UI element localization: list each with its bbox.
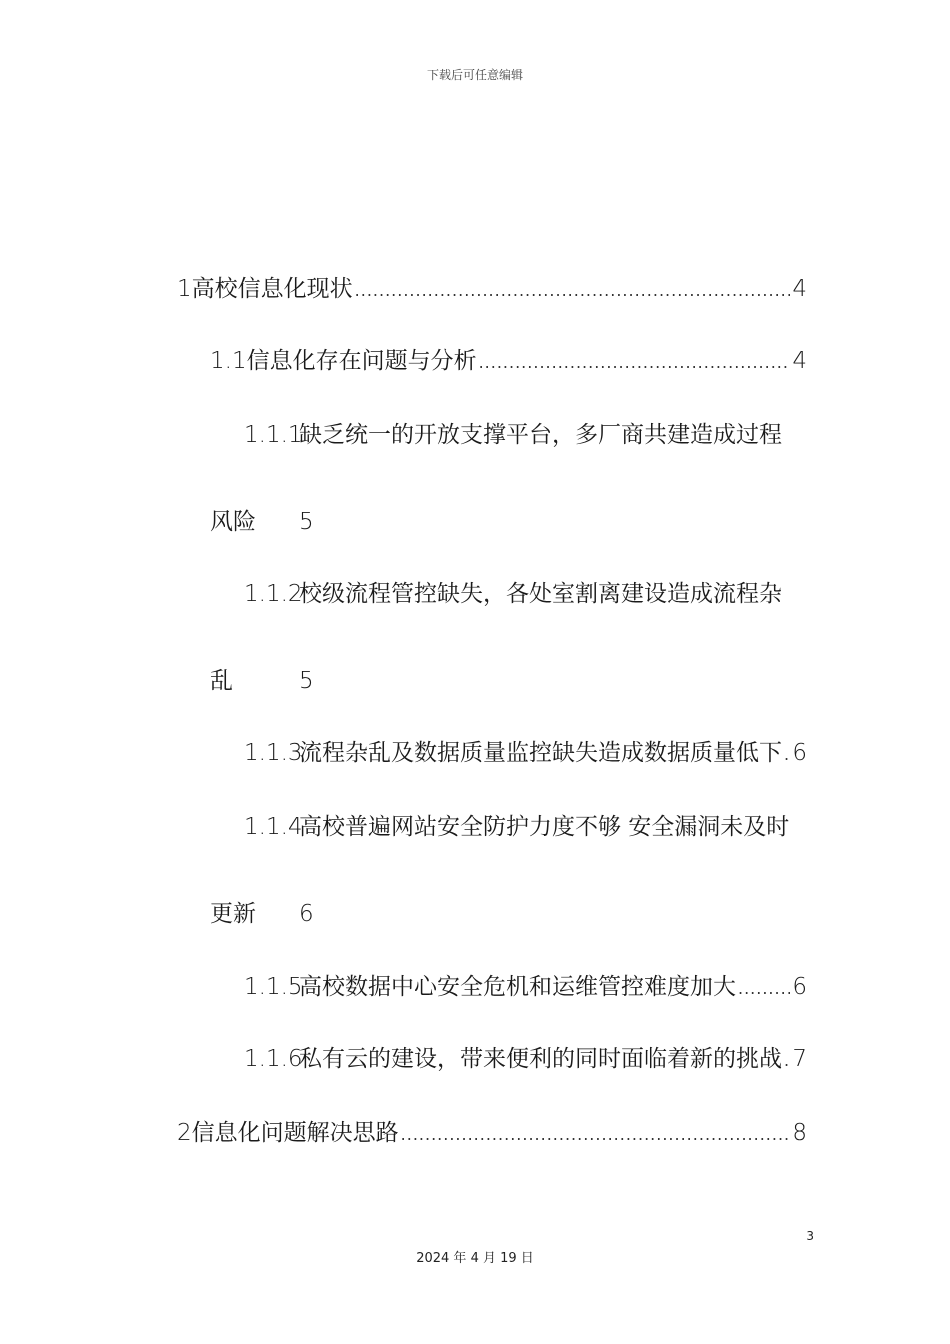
toc-page-number: 8	[792, 1120, 807, 1146]
toc-entry-1-1-6[interactable]	[244, 1043, 807, 1077]
toc-page-number: 5	[299, 668, 314, 694]
toc-title: 高校信息化现状	[191, 276, 353, 302]
toc-page-number: 4	[792, 276, 807, 302]
toc-leader-dots	[738, 973, 790, 1005]
toc-entry-1-1-3[interactable]	[244, 737, 807, 771]
toc-title: 流程杂乱及数据质量监控缺失造成数据质量低下	[299, 740, 782, 766]
toc-number: 1	[177, 276, 192, 302]
toc-entry-1-1[interactable]	[210, 345, 807, 379]
toc-page-number: 4	[792, 348, 807, 374]
toc-number: 1.1.3	[244, 740, 303, 766]
toc-leader-dots	[784, 739, 790, 771]
toc-title: 私有云的建设，带来便利的同时面临着新的挑战	[299, 1046, 782, 1072]
toc-number: 1.1.1	[244, 422, 303, 448]
toc-title: 信息化存在问题与分析	[246, 348, 477, 374]
toc-title-continuation: 乱	[210, 668, 233, 694]
page-header: 下载后可任意编辑	[426, 68, 523, 82]
toc-number: 1.1	[210, 348, 247, 374]
toc-leader-dots	[355, 275, 791, 307]
toc-number: 1.1.5	[244, 974, 303, 1000]
toc-number: 2	[177, 1120, 192, 1146]
toc-number: 1.1.4	[244, 814, 303, 840]
page-number: 3	[806, 1229, 814, 1243]
toc-title: 高校数据中心安全危机和运维管控难度加大	[299, 974, 736, 1000]
toc-leader-dots	[401, 1119, 791, 1151]
toc-entry-2[interactable]	[177, 1117, 807, 1151]
toc-entry-1-1-4[interactable]	[244, 811, 807, 843]
toc-number: 1.1.6	[244, 1046, 303, 1072]
toc-leader-dots	[479, 347, 791, 379]
toc-leader-dots	[784, 1045, 790, 1077]
toc-title-continuation: 风险	[210, 509, 256, 535]
toc-page-number: 6	[299, 901, 314, 927]
toc-title: 高校普遍网站安全防护力度不够 安全漏洞未及时	[299, 814, 790, 840]
toc-page-number: 5	[299, 509, 314, 535]
toc-title: 缺乏统一的开放支撑平台，多厂商共建造成过程	[299, 422, 782, 448]
toc-page-number: 6	[792, 974, 807, 1000]
toc-page-number: 6	[792, 740, 807, 766]
toc-title: 校级流程管控缺失，各处室割离建设造成流程杂	[299, 581, 782, 607]
footer-date: 2024 年 4 月 19 日	[416, 1251, 534, 1266]
toc-entry-1-1-5[interactable]	[244, 971, 807, 1005]
toc-title: 信息化问题解决思路	[191, 1120, 399, 1146]
toc-entry-1-1-1[interactable]	[244, 419, 807, 451]
toc-title-continuation: 更新	[210, 901, 256, 927]
toc-number: 1.1.2	[244, 581, 303, 607]
toc-page-number: 7	[792, 1046, 807, 1072]
toc-entry-1-1-2[interactable]	[244, 578, 807, 610]
toc-entry-1[interactable]	[177, 273, 807, 307]
